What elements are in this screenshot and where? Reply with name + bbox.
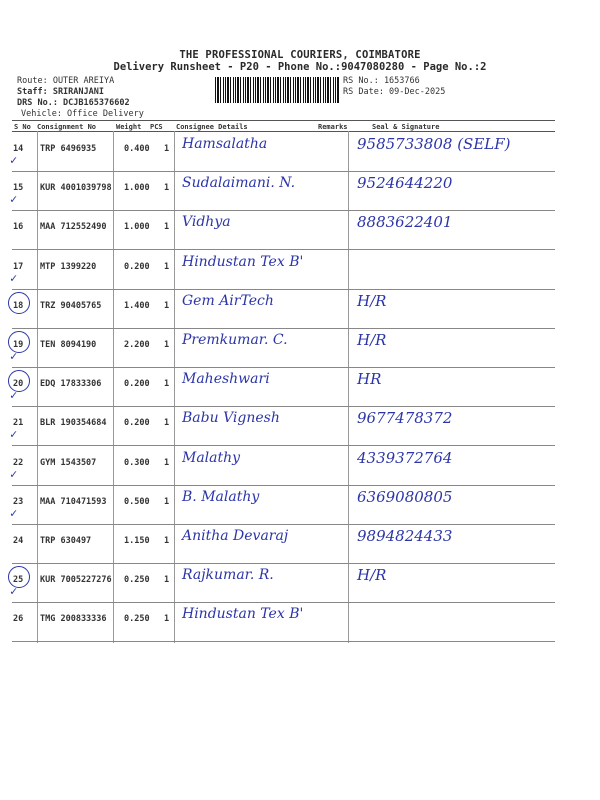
row-signature-handwritten: 9677478372 <box>357 409 453 428</box>
row-consignee-handwritten: Rajkumar. R. <box>182 567 274 584</box>
col-consignee: Consignee Details <box>176 123 248 131</box>
row-sno: 15 <box>13 183 24 194</box>
row-consignee-handwritten: Babu Vignesh <box>182 410 280 427</box>
table-row <box>12 407 555 446</box>
header-bottom-rule <box>12 131 555 132</box>
drs-label: DRS No.: DCJB165376602 <box>17 98 130 108</box>
row-pcs: 1 <box>164 340 170 350</box>
col-seal: Seal & Signature <box>372 123 440 131</box>
row-sno: 18 <box>13 300 24 311</box>
row-consignment: MTP 1399220 <box>40 261 97 272</box>
row-sno: 16 <box>13 222 24 233</box>
table-row <box>12 368 555 407</box>
row-consignment: BLR 190354684 <box>40 418 107 429</box>
row-tick-mark: ✓ <box>10 349 18 363</box>
rs-date: RS Date: 09-Dec-2025 <box>343 87 446 97</box>
row-weight: 0.200 <box>124 418 150 429</box>
staff-label: Staff: SRIRANJANI <box>17 87 104 97</box>
row-consignee-handwritten: Anitha Devaraj <box>182 528 289 544</box>
runsheet-subtitle: Delivery Runsheet - P20 - Phone No.:9047080280 - Page No.:2 <box>113 61 487 73</box>
row-pcs: 1 <box>164 457 170 468</box>
route-label: Route: OUTER AREIYA <box>17 76 115 86</box>
row-consignment: TMG 200833336 <box>40 614 107 625</box>
row-pcs: 1 <box>164 418 170 429</box>
row-signature-handwritten: 9585733808 (SELF) <box>357 135 511 153</box>
table-row <box>12 133 555 172</box>
row-sno: 22 <box>13 457 24 468</box>
table-row <box>12 251 555 290</box>
row-pcs: 1 <box>164 183 170 194</box>
row-signature-handwritten: 4339372764 <box>357 448 453 467</box>
row-pcs: 1 <box>164 261 170 272</box>
row-consignee-handwritten: Malathy <box>182 449 241 466</box>
table-row <box>12 486 555 525</box>
barcode <box>215 77 339 103</box>
row-signature-handwritten: 9524644220 <box>357 174 453 193</box>
row-tick-mark: ✓ <box>10 388 18 403</box>
row-consignment: MAA 712552490 <box>40 222 107 233</box>
row-pcs: 1 <box>164 575 170 586</box>
row-pcs: 1 <box>164 300 170 311</box>
col-pcs: PCS <box>150 123 163 131</box>
row-weight: 2.200 <box>124 340 150 350</box>
row-weight: 0.500 <box>124 496 150 507</box>
header-top-rule <box>12 120 555 121</box>
table-row <box>12 290 555 329</box>
rs-number: RS No.: 1653766 <box>343 76 420 86</box>
row-weight: 0.250 <box>124 575 150 586</box>
row-tick-mark: ✓ <box>10 192 18 207</box>
row-weight: 0.400 <box>124 144 150 154</box>
row-consignment: TRZ 90405765 <box>40 300 102 311</box>
row-weight: 1.000 <box>124 183 150 194</box>
table-row <box>12 172 555 211</box>
row-tick-mark: ✓ <box>10 427 18 442</box>
row-tick-mark: ✓ <box>10 153 18 167</box>
row-sno: 24 <box>13 536 24 546</box>
row-divider <box>12 641 555 642</box>
row-consignee-handwritten: Gem AirTech <box>182 292 274 309</box>
col-sno: S No <box>14 123 31 131</box>
row-circle-mark <box>8 292 30 314</box>
row-signature-handwritten: 9894824433 <box>357 527 453 545</box>
col-consignment: Consignment No <box>37 123 97 131</box>
row-consignee-handwritten: Sudalaimani. N. <box>182 175 296 192</box>
table-row <box>12 603 555 642</box>
row-weight: 0.200 <box>124 379 150 390</box>
row-consignee-handwritten: Maheshwari <box>182 371 270 388</box>
row-consignment: KUR 7005227276 <box>40 575 112 586</box>
row-tick-mark: ✓ <box>10 584 18 599</box>
vehicle-label: Vehicle: Office Delivery <box>21 109 144 119</box>
row-consignment: MAA 710471593 <box>40 496 107 507</box>
row-pcs: 1 <box>164 496 170 507</box>
row-consignment: GYM 1543507 <box>40 457 97 468</box>
row-consignment: TEN 8094190 <box>40 340 97 350</box>
row-consignee-handwritten: Hamsalatha <box>182 136 268 152</box>
row-sno: 20 <box>13 379 24 390</box>
row-consignment: TRP 6496935 <box>40 144 97 154</box>
row-sno: 23 <box>13 496 24 507</box>
row-consignment: KUR 4001039798 <box>40 183 112 194</box>
row-signature-handwritten: H/R <box>357 291 387 310</box>
row-signature-handwritten: 6369080805 <box>357 487 453 506</box>
row-consignee-handwritten: Vidhya <box>182 214 231 231</box>
row-sno: 14 <box>13 144 24 154</box>
row-tick-mark: ✓ <box>10 505 18 520</box>
row-sno: 21 <box>13 418 24 429</box>
row-tick-mark: ✓ <box>10 270 18 285</box>
row-signature-handwritten: HR <box>357 370 382 389</box>
row-sno: 19 <box>13 340 24 350</box>
row-weight: 0.250 <box>124 614 150 625</box>
row-consignee-handwritten: Premkumar. C. <box>182 332 288 348</box>
runsheet-title: THE PROFESSIONAL COURIERS, COIMBATORE <box>179 49 421 61</box>
col-remarks: Remarks <box>318 123 348 131</box>
table-row <box>12 211 555 250</box>
row-weight: 1.000 <box>124 222 150 233</box>
row-signature-handwritten: 8883622401 <box>357 213 453 232</box>
row-pcs: 1 <box>164 222 170 233</box>
row-pcs: 1 <box>164 614 170 625</box>
row-consignee-handwritten: Hindustan Tex B' <box>182 606 304 623</box>
row-consignee-handwritten: Hindustan Tex B' <box>182 253 304 270</box>
row-sno: 17 <box>13 261 24 272</box>
row-consignment: TRP 630497 <box>40 536 92 546</box>
row-signature-handwritten: H/R <box>357 331 387 349</box>
row-tick-mark: ✓ <box>10 466 18 481</box>
row-consignment: EDQ 17833306 <box>40 379 102 390</box>
row-pcs: 1 <box>164 379 170 390</box>
table-row <box>12 329 555 368</box>
table-row <box>12 447 555 486</box>
row-consignee-handwritten: B. Malathy <box>182 488 260 505</box>
table-row <box>12 564 555 603</box>
row-weight: 1.150 <box>124 536 150 546</box>
row-pcs: 1 <box>164 144 170 154</box>
row-sno: 25 <box>13 575 24 586</box>
table-row <box>12 525 555 564</box>
row-weight: 1.400 <box>124 300 150 311</box>
row-sno: 26 <box>13 614 24 625</box>
row-signature-handwritten: H/R <box>357 566 387 585</box>
col-weight: Weight <box>116 123 142 131</box>
row-weight: 0.200 <box>124 261 150 272</box>
row-weight: 0.300 <box>124 457 150 468</box>
row-pcs: 1 <box>164 536 170 546</box>
